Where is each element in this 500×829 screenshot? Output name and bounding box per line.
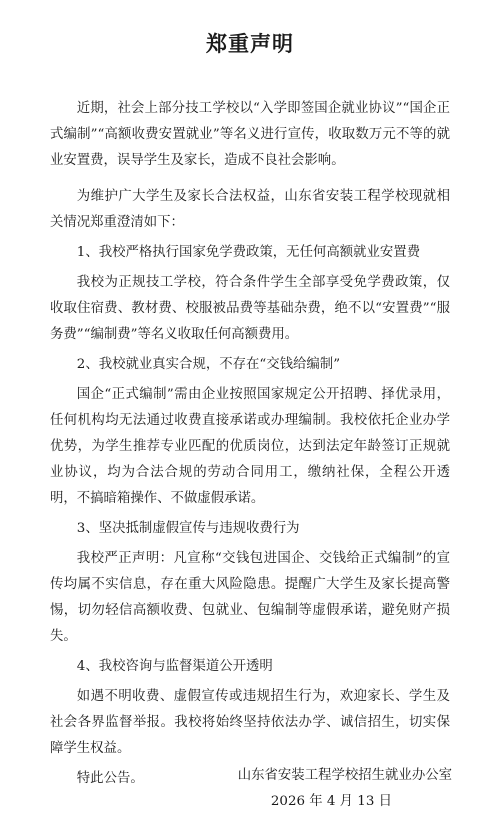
closing-statement: 特此公告。 <box>76 771 144 786</box>
section-heading-4: 4、我校咨询与监督渠道公开透明 <box>76 659 273 674</box>
section-body-2: 国企“正式编制”需由企业按照国家规定公开招聘、择优录用，任何机构均无法通过收费直接承诺或办理编制。我校依托企业办学优势，为学生推荐专业匹配的优质岗位，达到法定年龄签订正规就业协议，均为合法合规的劳动合同用工，缴纳社保，全程公开透明，不搞暗箱操作、不做虚假承诺。 <box>50 387 450 506</box>
section-body-1: 我校为正规技工学校，符合条件学生全部享受免学费政策，仅收取住宿费、教材费、校服被品费等基础杂费，绝不以“安置费”“服务费”“编制费”等名义收取任何高额费用。 <box>50 275 450 342</box>
signature-org: 山东省安装工程学校招生就业办公室 <box>237 768 452 783</box>
section-heading-3: 3、坚决抵制虚假宣传与违规收费行为 <box>76 521 300 536</box>
notice-title: 郑重声明 <box>206 32 294 56</box>
paragraph-purpose: 为维护广大学生及家长合法权益，山东省安装工程学校现就相关情况郑重澄清如下： <box>50 189 450 230</box>
paragraph-intro: 近期，社会上部分技工学校以“入学即签国企就业协议”“国企正式编制”“高额收费安置就业”等名义进行宣传，收取数万元不等的就业安置费，误导学生及家长，造成不良社会影响。 <box>50 101 450 168</box>
section-heading-2: 2、我校就业真实合规，不存在“交钱给编制” <box>76 357 341 372</box>
section-body-3: 我校严正声明：凡宣称“交钱包进国企、交钱给正式编制”的宣传均属不实信息，存在重大风险隐患。提醒广大学生及家长提高警惕，切勿轻信高额收费、包就业、包编制等虚假承诺，避免财产损失。 <box>50 551 450 644</box>
signature-date: 2026 年 4 月 13 日 <box>270 794 392 809</box>
section-body-4: 如遇不明收费、虚假宣传或违规招生行为，欢迎家长、学生及社会各界监督举报。我校将始终坚持依法办学、诚信招生，切实保障学生权益。 <box>50 689 450 756</box>
section-heading-1: 1、我校严格执行国家免学费政策，无任何高额就业安置费 <box>76 245 421 260</box>
